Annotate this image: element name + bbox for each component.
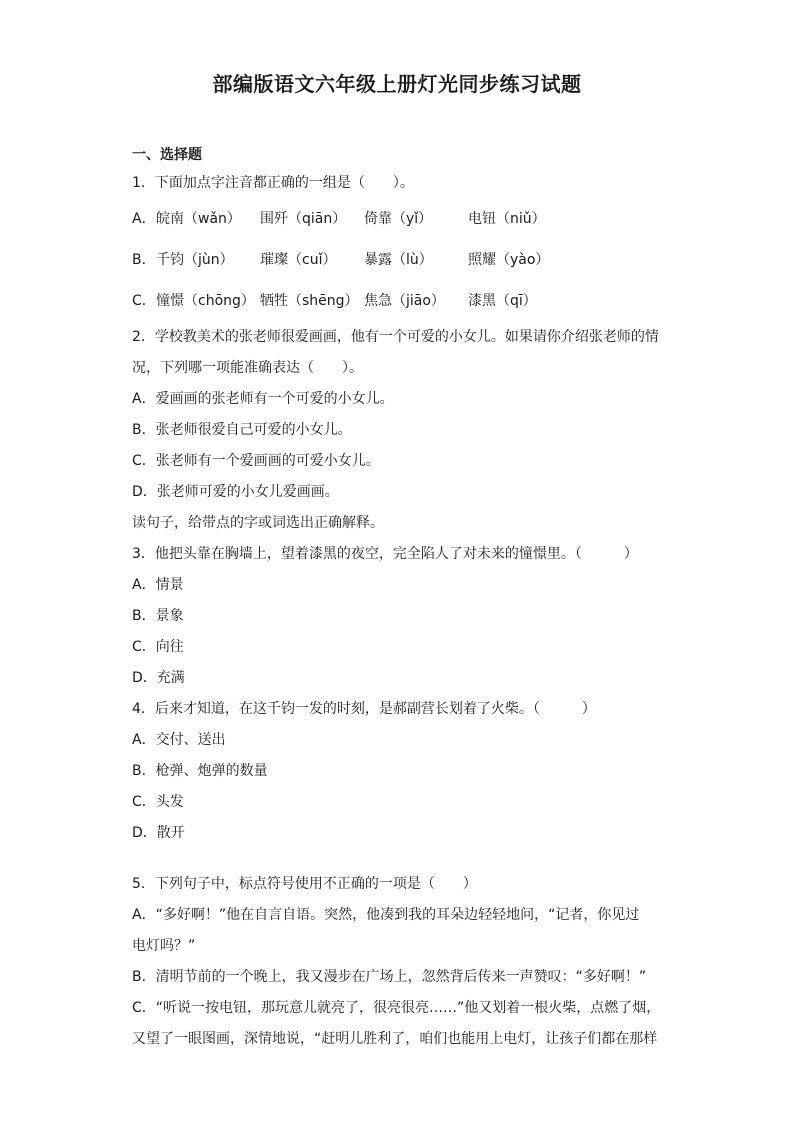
question-3-stem: 3．他把头靠在胸墙上，望着漆黑的夜空，完全陷人了对未来的憧憬里。（ ） — [132, 546, 638, 562]
question-5-stem: 5．下列句子中，标点符号使用不正确的一项是（ ） — [132, 876, 477, 892]
option-item: 围歼（qiān） — [260, 211, 347, 227]
question-2-stem-line-1: 2．学校教美术的张老师很爱画画，他有一个可爱的小女儿。如果请你介绍张老师的情 — [132, 329, 659, 345]
question-4-option-b: B．枪弹、炮弹的数量 — [132, 763, 268, 779]
option-item: 照耀（yào） — [468, 252, 550, 268]
worksheet-body — [132, 142, 672, 1055]
option-item: 暴露（lù） — [364, 252, 433, 268]
option-item: 千钧（jùn） — [156, 252, 234, 268]
question-4-option-c: C．头发 — [132, 794, 184, 810]
question-3-option-d: D．充满 — [132, 670, 185, 686]
question-2-stem-line-2: 况，下列哪一项能准确表达（ ）。 — [132, 360, 363, 376]
option-label: C． — [132, 293, 156, 309]
question-4-option-a: A．交付、送出 — [132, 732, 226, 748]
question-2-option-a: A．爱画画的张老师有一个可爱的小女儿。 — [132, 391, 394, 407]
spacer — [132, 849, 672, 869]
question-5-option-c-line-2: 又望了一眼图画，深情地说，“赶明儿胜利了，咱们也能用上电灯，让孩子们都在那样 — [132, 1031, 658, 1047]
page-title: 部编版语文六年级上册灯光同步练习试题 — [212, 72, 582, 96]
option-label: A． — [132, 211, 156, 227]
option-item: 憧憬（chōng） — [156, 293, 255, 309]
question-5-option-a-line-1: A．“多好啊！”他在自言自语。突然，他凑到我的耳朵边轻轻地问，“记者，你见过 — [132, 907, 640, 923]
option-label: B． — [132, 252, 156, 268]
option-item: 璀璨（cuǐ） — [260, 252, 337, 268]
section-heading: 一、选择题 — [132, 147, 202, 163]
question-1-option-c — [132, 281, 672, 322]
instruction-text: 读句子，给带点的字或词选出正确解释。 — [132, 515, 384, 531]
question-2-option-d: D．张老师可爱的小女儿爱画画。 — [132, 484, 339, 500]
question-4-option-d: D．散开 — [132, 825, 185, 841]
option-item: 倚靠（yǐ） — [364, 211, 433, 227]
option-item: 皖南（wǎn） — [156, 211, 241, 227]
question-4-stem: 4．后来才知道，在这千钧一发的时刻，是郝副营长划着了火柴。（ ） — [132, 701, 596, 717]
question-1-option-b — [132, 240, 672, 281]
question-1-stem: 1．下面加点字注音都正确的一组是（ ）。 — [132, 175, 414, 191]
question-3-option-b: B．景象 — [132, 608, 184, 624]
question-5-option-a-line-2: 电灯吗？” — [132, 938, 196, 954]
option-item: 焦急（jiāo） — [364, 293, 445, 309]
question-5-option-c-line-1: C．“听说一按电钮，那玩意儿就亮了，很亮很亮……”他又划着一根火柴，点燃了烟， — [132, 1000, 661, 1016]
question-2-option-c: C．张老师有一个爱画画的可爱小女儿。 — [132, 453, 380, 469]
question-1-option-a — [132, 199, 672, 240]
question-2-option-b: B．张老师很爱自己可爱的小女儿。 — [132, 422, 352, 438]
question-3-option-a: A．情景 — [132, 577, 184, 593]
option-item: 电钮（niǔ） — [468, 211, 546, 227]
question-5-option-b: B．清明节前的一个晚上，我又漫步在广场上，忽然背后传来一声赞叹：“多好啊！” — [132, 969, 647, 985]
question-3-option-c: C．向往 — [132, 639, 184, 655]
option-item: 漆黑（qī） — [468, 293, 537, 309]
option-item: 牺牲（shēng） — [260, 293, 359, 309]
